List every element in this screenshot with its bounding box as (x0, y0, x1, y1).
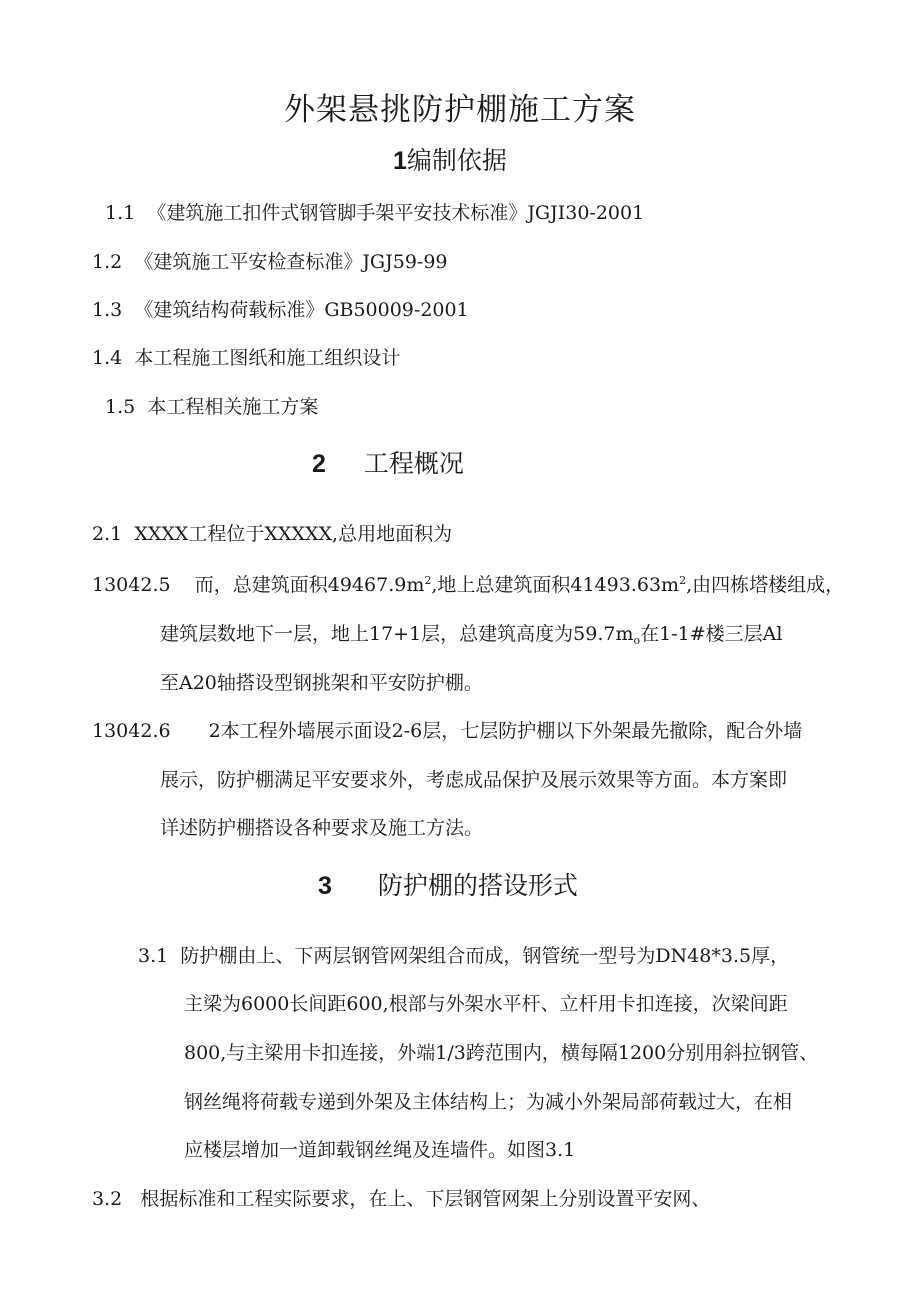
paragraph-line (138, 944, 789, 968)
list-item (92, 298, 469, 322)
superscript: 2 (679, 574, 687, 587)
section-3-title: 防护棚的搭设形式 (377, 871, 578, 900)
paragraph-number: 3.1 (138, 945, 169, 967)
item-number: 1.4 (92, 347, 123, 369)
list-item (92, 346, 400, 370)
paragraph-text: 根据标准和工程实际要求，在上、下层钢管网架上分别设置平安网、 (140, 1188, 711, 1210)
paragraph-text: 建筑层数地下一层，地上17+1层，总建筑高度为59.7m (160, 623, 634, 645)
list-item (105, 201, 644, 225)
paragraph-line (92, 1187, 710, 1211)
section-3-heading (318, 869, 578, 903)
paragraph-text: 至A20轴搭设型钢挑架和平安防护棚。 (160, 672, 483, 694)
paragraph-text: 而，总建筑面积49467.9m (194, 574, 425, 596)
paragraph-number: 2.1 (92, 523, 123, 545)
item-text: 本工程施工图纸和施工组织设计 (134, 347, 401, 369)
paragraph-text: 主梁为6000长间距600,根部与外架水平杆、立杆用卡扣连接，次梁间距 (184, 993, 788, 1015)
section-2-heading (312, 447, 464, 481)
item-text: 《建筑施工平安检查标准》JGJ59-99 (134, 251, 448, 273)
list-item (105, 395, 318, 419)
section-1-title: 编制依据 (406, 146, 507, 175)
document-title: 外架悬挑防护棚施工方案 (284, 92, 636, 128)
item-number: 1.3 (92, 299, 123, 321)
section-3-number: 3 (318, 872, 332, 900)
paragraph-text: 2本工程外墙展示面设2-6层，七层防护棚以下外架最先撤除，配合外墙 (208, 720, 803, 742)
item-number: 1.1 (105, 202, 136, 224)
paragraph-line (160, 768, 787, 792)
paragraph-text: 详述防护棚搭设各种要求及施工方法。 (160, 817, 484, 839)
item-text: 《建筑施工扣件式钢管脚手架平安技术标准》JGJI30-2001 (147, 202, 645, 224)
paragraph-line (160, 671, 483, 695)
paragraph-text: XXXX工程位于XXXXX,总用地面积为 (134, 523, 453, 545)
paragraph-text: 800,与主梁用卡扣连接，外端1/3跨范围内，横每隔1200分别用斜拉钢管、 (184, 1042, 819, 1064)
subscript: o (633, 634, 641, 647)
paragraph-text: 应楼层增加一道卸载钢丝绳及连墙件。如图3.1 (184, 1139, 576, 1161)
paragraph-line (92, 522, 452, 546)
section-2-title: 工程概况 (363, 449, 464, 478)
paragraph-text: 防护棚由上、下两层钢管网架组合而成，钢管统一型号为DN48*3.5厚， (180, 945, 790, 967)
paragraph-line (184, 1090, 792, 1114)
paragraph-line (92, 719, 802, 743)
section-1-heading (393, 144, 507, 178)
paragraph-line (184, 992, 788, 1016)
paragraph-text: 展示，防护棚满足平安要求外，考虑成品保护及展示效果等方面。本方案即 (160, 769, 788, 791)
paragraph-text: 钢丝绳将荷载专递到外架及主体结构上；为减小外架局部荷载过大，在相 (184, 1091, 793, 1113)
paragraph-number: 13042.5 (92, 574, 171, 596)
paragraph-line (184, 1041, 818, 1065)
section-1-number: 1 (393, 147, 407, 175)
paragraph-line (92, 573, 844, 597)
superscript: 2 (424, 574, 432, 587)
list-item (92, 250, 448, 274)
paragraph-line (184, 1138, 575, 1162)
paragraph-number: 3.2 (92, 1188, 123, 1210)
item-text: 本工程相关施工方案 (147, 396, 319, 418)
item-number: 1.2 (92, 251, 123, 273)
paragraph-text: ,地上总建筑面积41493.63m (431, 574, 680, 596)
paragraph-line (160, 622, 782, 646)
paragraph-line (160, 816, 483, 840)
paragraph-text: 在1-1#楼三层Al (640, 623, 783, 645)
paragraph-number: 13042.6 (92, 720, 171, 742)
item-text: 《建筑结构荷载标准》GB50009-2001 (134, 299, 469, 321)
item-number: 1.5 (105, 396, 136, 418)
section-2-number: 2 (312, 450, 326, 478)
paragraph-text: ,由四栋塔楼组成， (686, 574, 845, 596)
